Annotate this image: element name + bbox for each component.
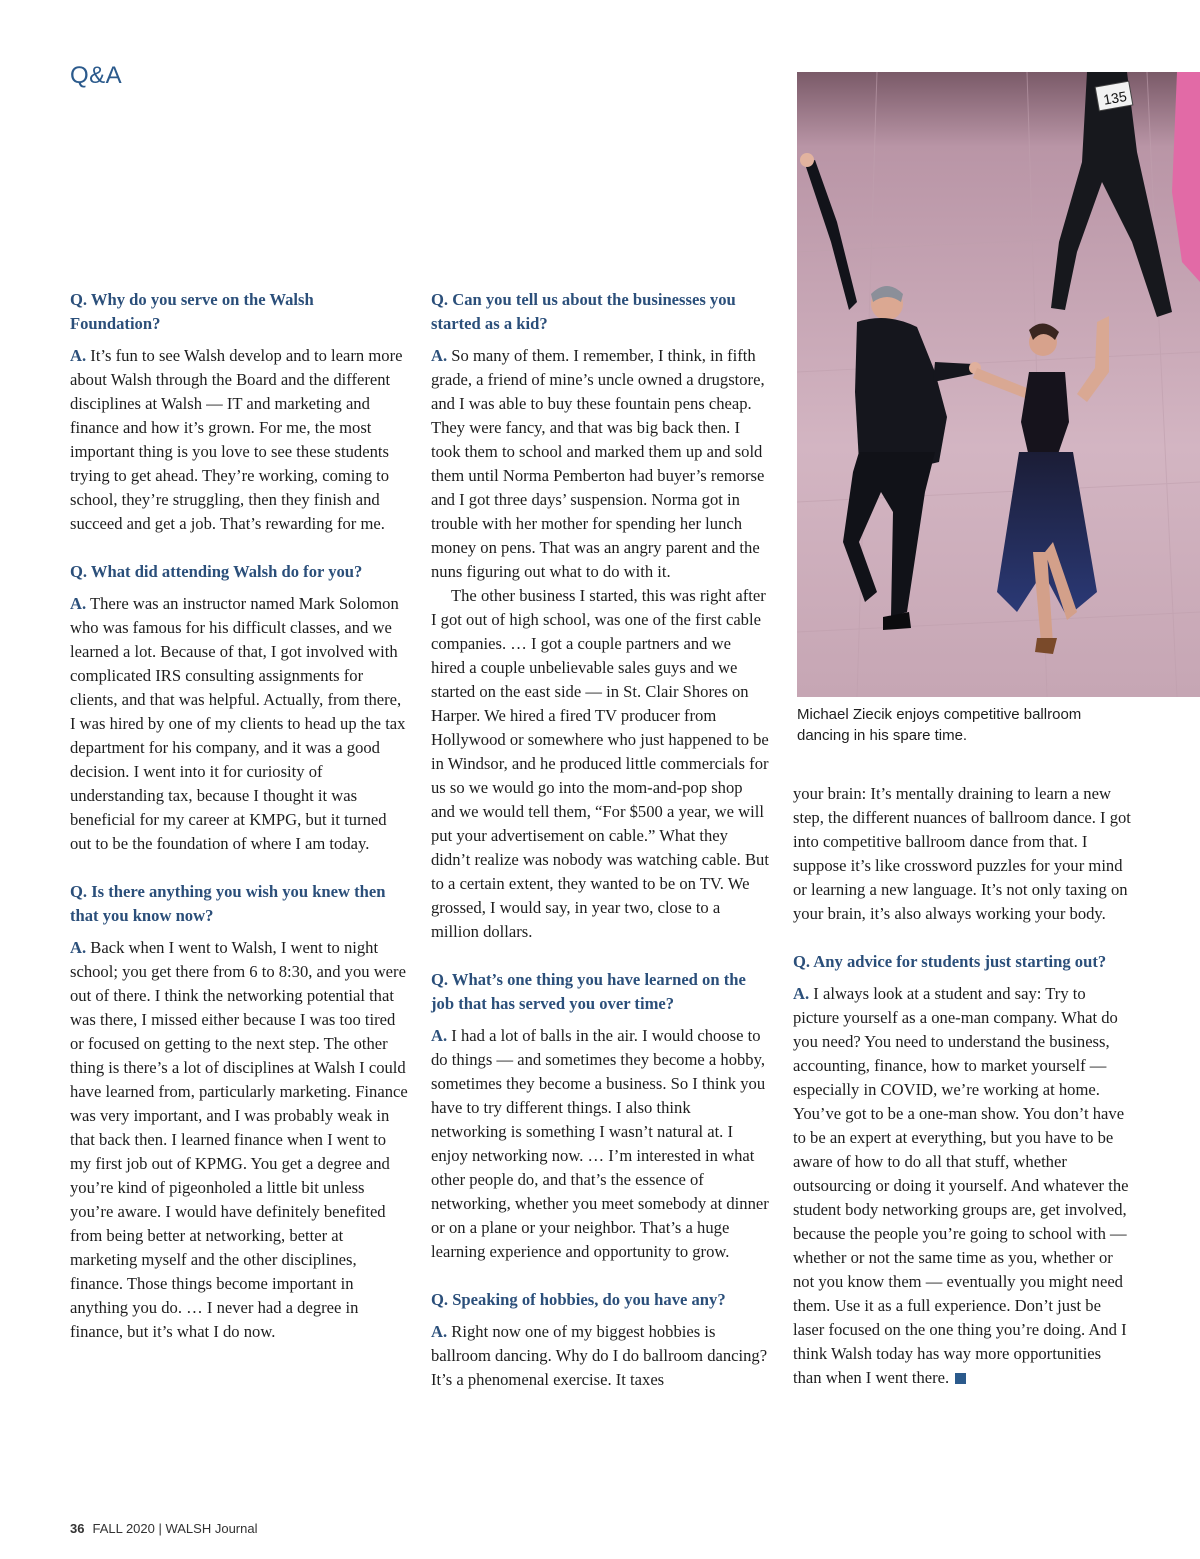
answer-label: A. [793,984,810,1003]
answer-text: It’s fun to see Walsh develop and to learn more about Walsh through the Board and the different disciplines at Walsh — IT and marketing and finance and how it’s grown. For me, the most important thing is you love to see these students trying to get ahead. They’re working, coming to school, they’re struggling, then they finish and succeed and get a job. That’s rewarding for me. [70,346,403,533]
page-footer [70,1521,257,1536]
answer-label: A. [431,1026,448,1045]
end-mark-icon [955,1373,966,1384]
ballroom-dance-photo [797,72,1200,697]
section-label: Q&A [70,62,123,89]
answer-label: A. [70,346,87,365]
answer-text: So many of them. I remember, I think, in fifth grade, a friend of mine’s uncle owned a drugstore, and I was able to buy these fountain pens cheap. They were fancy, and that was big back then. I took them to school and marked them up and sold them until Norma Pemberton had buyer’s remorse and I got three days’ suspension. Norma got in trouble with her mother for spending her lunch money on pens. That was an angry parent and the nuns figuring out what to do with it. [431,346,765,581]
answer-block [70,936,408,1344]
answer-block [793,782,1133,926]
question-heading: Q. Speaking of hobbies, do you have any? [431,1290,726,1309]
answer-text: There was an instructor named Mark Solomon who was famous for his difficult classes, and we learned a lot. Because of that, I got involved with complicated IRS consulting assignments for clients, and that was helpful. Actually, from there, I was hired by one of my clients to head up the tax department for his company, and it was a good decision. I went into it for curiosity of understanding tax, because I thought it was beneficial for my career at KMPG, but it turned out to be the foundation of where I am today. [70,594,406,853]
question-heading: Q. Why do you serve on the Walsh Foundation? [70,290,314,333]
issue-label: FALL 2020 | WALSH Journal [92,1521,258,1536]
question-heading: Q. Can you tell us about the businesses you started as a kid? [431,290,736,333]
article-column-1 [70,288,408,1344]
article-column-3 [793,782,1133,1390]
answer-text: Right now one of my biggest hobbies is ballroom dancing. Why do I do ballroom dancing? It’s a phenomenal exercise. It taxes [431,1322,768,1389]
answer-text: The other business I started, this was right after I got out of high school, was one of the first cable companies. … I got a couple partners and we hired a couple unbelievable sales guys and we started on the east side — in St. Clair Shores on Harper. We hired a fired TV producer from Hollywood or somewhere who just happened to be in Windsor, and he produced little commercials for us so we would go into the mom-and-pop shop and we would tell them, “For $500 a year, we will put your advertisement on cable.” What they didn’t realize was nobody was watching cable. But to a certain extent, they wanted to be on TV. We grossed, I would say, in year two, close to a million dollars. [431,586,769,941]
question-heading: Q. Is there anything you wish you knew then that you know now? [70,882,386,925]
answer-block [70,344,408,536]
photo-caption: Michael Ziecik enjoys competitive ballroom dancing in his spare time. [797,706,1082,744]
answer-block [431,344,769,944]
question-heading: Q. Any advice for students just starting out? [793,952,1107,971]
page-number: 36 [70,1521,85,1536]
answer-block [431,1024,769,1264]
answer-text: Back when I went to Walsh, I went to night school; you get there from 6 to 8:30, and you were out of there. I think the networking potential that was there, I missed either because I was too tired or focused on getting to the next step. The other thing is there’s a lot of disciplines at Walsh I could have learned from, particularly marketing. Finance was very important, and I was probably weak in that back then. I learned finance when I went to my first job out of KPMG. You get a degree and you’re kind of pigeonholed a little bit unless you’re aware. I would have definitely benefited from being better at networking, better at marketing myself and the other disciplines, finance. Those things become important in anything you do. … I never had a degree in finance, but it’s what I do now. [70,938,408,1341]
answer-text: I always look at a student and say: Try to picture yourself as a one-man company. What do you need? You need to understand the business, accounting, finance, how to market yourself — especially in COVID, we’re working at home. You’ve got to be a one-man show. You don’t have to be an expert at everything, but you have to be aware of how to do all that stuff, whether outsourcing or doing it yourself. And whatever the student body networking groups are, get involved, because the people you’re going to school with — whether or not the same time as you, whether or not you know them — eventually you might need them. Use it as a full experience. Don’t just be laser focused on the one thing you’re doing. And I think Walsh today has way more opportunities than when I went there. [793,984,1129,1387]
answer-block [70,592,408,856]
answer-label: A. [70,594,87,613]
answer-text: your brain: It’s mentally draining to learn a new step, the different nuances of ballroom dance. I got into competitive ballroom dance from that. I suppose it’s like crossword puzzles for your mind or learning a new language. It’s not only taxing on your brain, it’s also always working your body. [793,784,1131,923]
article-column-2 [431,288,769,1392]
answer-label: A. [431,346,448,365]
answer-block [431,1320,769,1392]
answer-label: A. [431,1322,448,1341]
bib-number: 135 [1102,87,1128,108]
answer-block [793,982,1133,1390]
answer-label: A. [70,938,87,957]
answer-text: I had a lot of balls in the air. I would choose to do things — and sometimes they become a hobby, sometimes they become a business. So I think you have to try different things. I also think networking is something I wasn’t natural at. I enjoy networking now. … I’m interested in what other people do, and that’s the essence of networking, whether you meet somebody at dinner or on a plane or your neighbor. That’s a huge learning experience and opportunity to grow. [431,1026,769,1261]
question-heading: Q. What did attending Walsh do for you? [70,562,363,581]
question-heading: Q. What’s one thing you have learned on the job that has served you over time? [431,970,746,1013]
